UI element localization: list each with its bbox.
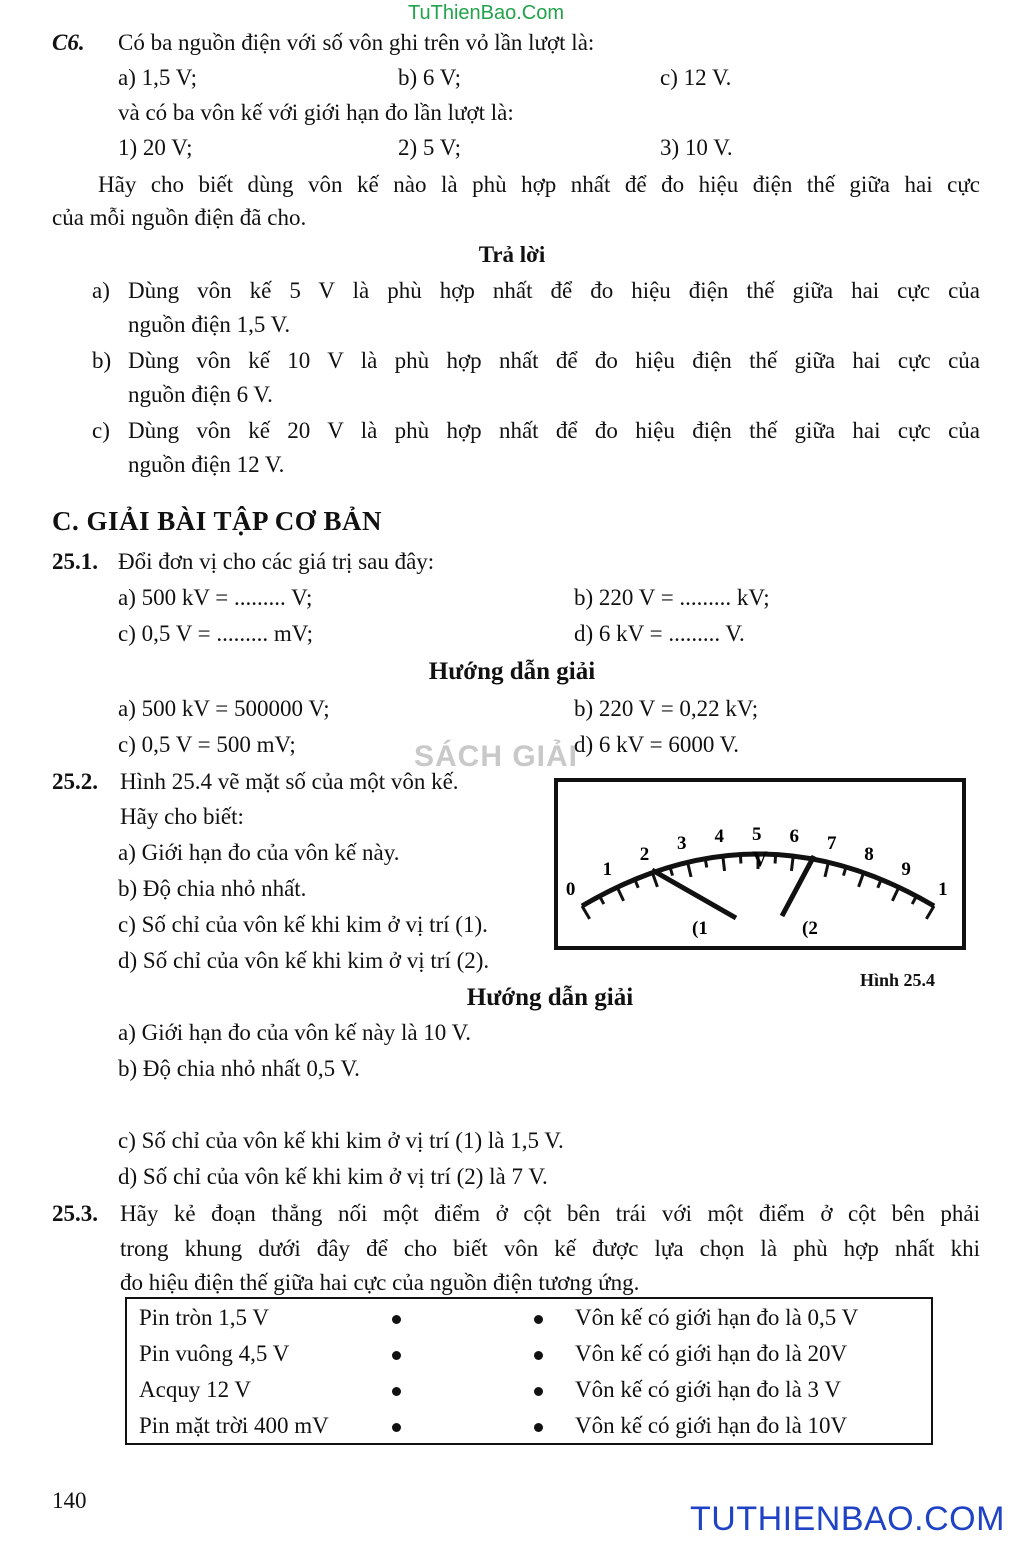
c6-answer-b-line1: Dùng vôn kế 10 V là phù hợp nhất để đo hiệu điện thế giữa hai cực của [128, 348, 980, 373]
dial-tick [600, 896, 604, 904]
dial-tick [825, 862, 828, 877]
dial-scale-label: 4 [714, 826, 724, 848]
dial-tick [705, 859, 707, 868]
needle-1 [652, 870, 736, 918]
c6-answer-a-line1: Dùng vôn kế 5 V là phù hợp nhất để đo hiệu điện thế giữa hai cực của [128, 278, 980, 303]
dial-scale-label: 1 [602, 859, 613, 881]
dial-scale-label: 1 [938, 878, 948, 900]
ex252-solution-b: b) Độ chia nhỏ nhất 0,5 V. [118, 1056, 360, 1081]
right-dot-2[interactable] [534, 1351, 543, 1360]
ex251-solution-c: c) 0,5 V = 500 mV; [118, 732, 296, 757]
ex252-solution-d: d) Số chỉ của vôn kế khi kim ở vị trí (2) là 7 V. [118, 1164, 548, 1189]
ex251-item-b: b) 220 V = ......... kV; [574, 585, 770, 610]
ex252-ask: Hãy cho biết: [120, 804, 244, 829]
left-dot-3[interactable] [392, 1387, 401, 1396]
ex251-label: 25.1. [52, 549, 98, 574]
ex251-item-a: a) 500 kV = ......... V; [118, 585, 313, 610]
right-item-2: Vôn kế có giới hạn đo là 20V [575, 1341, 848, 1366]
ex252-item-c: c) Số chỉ của vôn kế khi kim ở vị trí (1). [118, 912, 488, 937]
ex252-item-a: a) Giới hạn đo của vôn kế này. [118, 840, 400, 865]
dial-scale-label: 2 [639, 843, 650, 865]
dial-scale-label: 7 [827, 832, 837, 854]
ex251-item-c: c) 0,5 V = ......... mV; [118, 621, 314, 646]
c6-label: C6. [52, 30, 85, 55]
figure-caption: Hình 25.4 [860, 970, 936, 990]
ex252-guide-title: Hướng dẫn giải [466, 984, 634, 1011]
dial-tick [688, 862, 691, 877]
matching-table [125, 1297, 933, 1445]
c6-ask-line1: Hãy cho biết dùng vôn kế nào là phù hợp nhất để đo hiệu điện thế giữa hai cực [98, 172, 980, 197]
ex252-solution-c: c) Số chỉ của vôn kế khi kim ở vị trí (1) là 1,5 V. [118, 1128, 564, 1153]
voltmeter-figure [554, 778, 966, 950]
c6-answer-a-label: a) [92, 278, 110, 303]
c6-source-b: b) 6 V; [398, 65, 462, 90]
dial-unit: V [752, 846, 768, 871]
watermark-middle: SÁCH GIẢI [414, 740, 579, 773]
ex251-solution-b: b) 220 V = 0,22 kV; [574, 696, 759, 721]
dial-tick [926, 906, 934, 919]
dial-tick [892, 887, 898, 901]
c6-answer-c-label: c) [92, 418, 110, 443]
dial-tick [617, 887, 623, 901]
ex251-guide-title: Hướng dẫn giải [428, 658, 596, 685]
left-dot-2[interactable] [392, 1351, 401, 1360]
c6-source-a: a) 1,5 V; [118, 65, 197, 90]
dial-scale-label: 0 [565, 878, 576, 900]
needle-1-label: (1 [692, 918, 708, 939]
left-item-1: Pin tròn 1,5 V [139, 1305, 269, 1330]
dial-scale-label: 5 [752, 824, 762, 845]
left-dot-4[interactable] [392, 1423, 401, 1432]
c6-answer-a-line2: nguồn điện 1,5 V. [128, 312, 291, 337]
c6-answer-b-label: b) [92, 348, 112, 373]
dial-tick [791, 856, 793, 871]
page-number: 140 [52, 1488, 87, 1513]
left-item-3: Acquy 12 V [139, 1377, 252, 1402]
ex253-label: 25.3. [52, 1201, 98, 1226]
section-title: C. GIẢI BÀI TẬP CƠ BẢN [52, 506, 383, 536]
ex252-label: 25.2. [52, 769, 98, 794]
ex251-solution-a: a) 500 kV = 500000 V; [118, 696, 330, 721]
c6-answer-b-line2: nguồn điện 6 V. [128, 382, 273, 407]
watermark-bottom: TUTHIENBAO.COM [690, 1500, 1005, 1538]
right-item-1: Vôn kế có giới hạn đo là 0,5 V [575, 1305, 859, 1330]
c6-meter-3: 3) 10 V. [660, 135, 733, 160]
c6-source-c: c) 12 V. [660, 65, 732, 90]
needle-2-label: (2 [802, 918, 818, 939]
ex251-item-d: d) 6 kV = ......... V. [574, 621, 745, 646]
ex253-line3: đo hiệu điện thế giữa hai cực của nguồn điện tương ứng. [120, 1270, 640, 1295]
dial-tick [723, 856, 725, 871]
c6-meter-2: 2) 5 V; [398, 135, 462, 160]
dial-scale-label: 6 [789, 826, 800, 848]
dial-tick [775, 855, 776, 864]
c6-answer-c-line1: Dùng vôn kế 20 V là phù hợp nhất để đo hiệu điện thế giữa hai cực của [128, 418, 980, 443]
ex251-question: Đổi đơn vị cho các giá trị sau đây: [118, 549, 435, 574]
c6-answer-title: Trả lời [478, 242, 546, 267]
right-dot-1[interactable] [534, 1315, 543, 1324]
ex252-item-b: b) Độ chia nhỏ nhất. [118, 876, 307, 901]
dial-scale-label: 8 [864, 843, 874, 865]
ex252-question: Hình 25.4 vẽ mặt số của một vôn kế. [120, 769, 459, 794]
needle-2 [782, 856, 814, 916]
voltmeter-dial [558, 782, 962, 946]
c6-question: Có ba nguồn điện với số vôn ghi trên vỏ lần lượt là: [118, 30, 595, 55]
ex253-line1: Hãy kẻ đoạn thẳng nối một điểm ở cột bên trái với một điểm ở cột bên phải [120, 1201, 980, 1226]
right-dot-4[interactable] [534, 1423, 543, 1432]
c6-meters-intro: và có ba vôn kế với giới hạn đo lần lượt là: [118, 100, 514, 125]
c6-meter-1: 1) 20 V; [118, 135, 193, 160]
c6-ask-line2: của mỗi nguồn điện đã cho. [52, 205, 307, 230]
ex252-item-d: d) Số chỉ của vôn kế khi kim ở vị trí (2). [118, 948, 490, 973]
left-dot-1[interactable] [392, 1315, 401, 1324]
dial-tick [740, 855, 741, 864]
dial-scale-label: 9 [901, 859, 911, 881]
right-item-4: Vôn kế có giới hạn đo là 10V [575, 1413, 848, 1438]
left-item-2: Pin vuông 4,5 V [139, 1341, 290, 1366]
right-dot-3[interactable] [534, 1387, 543, 1396]
ex252-solution-a: a) Giới hạn đo của vôn kế này là 10 V. [118, 1020, 472, 1045]
dial-scale-label: 3 [676, 832, 687, 854]
ex253-line2: trong khung dưới đây để cho biết vôn kế được lựa chọn là phù hợp nhất khi [120, 1236, 980, 1261]
left-item-4: Pin mặt trời 400 mV [139, 1413, 329, 1438]
dial-tick [912, 896, 916, 904]
c6-answer-c-line2: nguồn điện 12 V. [128, 452, 285, 477]
ex251-solution-d: d) 6 kV = 6000 V. [574, 732, 740, 757]
right-item-3: Vôn kế có giới hạn đo là 3 V [575, 1377, 841, 1402]
dial-tick [859, 873, 864, 887]
dial-tick [582, 906, 590, 919]
watermark-top: TuThienBao.Com [408, 2, 564, 24]
